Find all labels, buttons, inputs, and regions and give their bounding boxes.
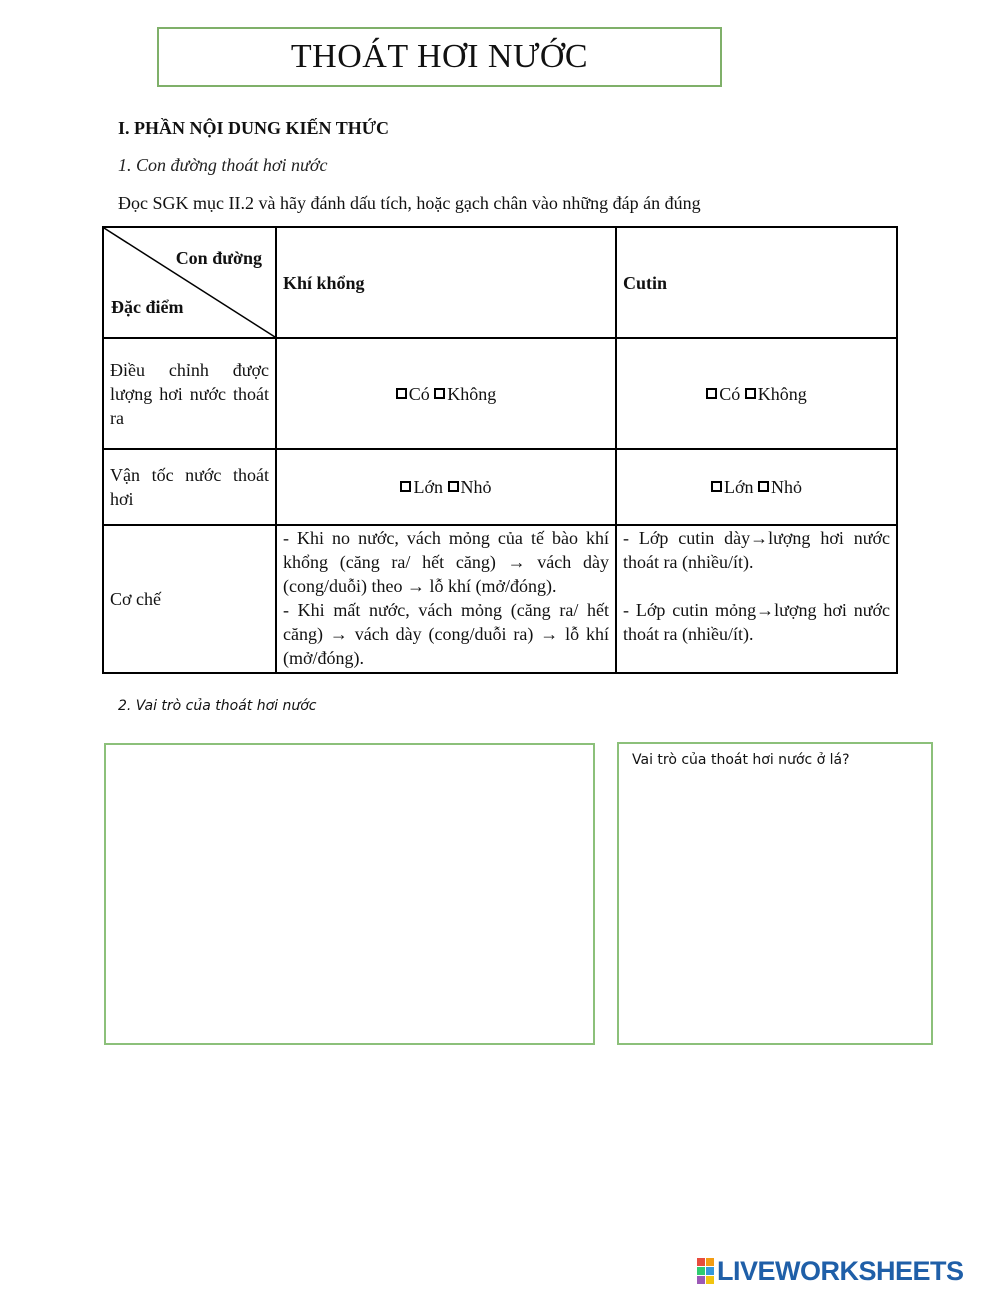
header-stomata: Khí khổng <box>276 227 616 338</box>
option-label: Không <box>757 383 807 404</box>
logo-text: LIVEWORKSHEETS <box>717 1255 964 1286</box>
cell-speed-cutin <box>616 449 897 525</box>
cell-regulation-cutin <box>616 338 897 449</box>
section2-heading: 2. Vai trò của thoát hơi nước <box>118 698 317 714</box>
cell-mechanism-cutin <box>616 525 897 673</box>
option-label: Có <box>408 383 430 404</box>
checkbox[interactable] <box>711 481 722 492</box>
mechanism-text: - Khi mất nước, vách mỏng (căng ra/ hết căng) → vách dày (cong/duỗi ra) → lỗ khí (mở/đóng). <box>283 600 609 668</box>
comparison-table <box>102 226 898 674</box>
image-placeholder-box <box>104 743 595 1045</box>
corner-label-route: Con đường <box>175 248 262 268</box>
instruction-text: Đọc SGK mục II.2 và hãy đánh dấu tích, hoặc gạch chân vào những đáp án đúng <box>118 193 701 213</box>
mechanism-text: - Lớp cutin dày→lượng hơi nước thoát ra (nhiều/ít). <box>623 528 890 572</box>
cell-regulation-stomata <box>276 338 616 449</box>
mechanism-text: - Khi no nước, vách mỏng của tế bào khí khổng (căng ra/ hết căng) → vách dày (cong/duỗi) theo → lỗ khí (mở/đóng). <box>283 528 609 596</box>
row-label-regulation: Điều chỉnh được lượng hơi nước thoát ra <box>103 338 276 449</box>
checkbox[interactable] <box>745 388 756 399</box>
table-corner-cell <box>103 227 276 338</box>
checkbox[interactable] <box>434 388 445 399</box>
option-label: Lớn <box>723 477 754 497</box>
liveworksheets-logo <box>697 1256 964 1286</box>
subsection-heading: 1. Con đường thoát hơi nước <box>118 155 328 175</box>
checkbox[interactable] <box>396 388 407 399</box>
cell-speed-stomata <box>276 449 616 525</box>
checkbox[interactable] <box>448 481 459 492</box>
row-label-mechanism: Cơ chế <box>103 525 276 673</box>
option-label: Nhỏ <box>771 477 802 497</box>
cell-mechanism-stomata <box>276 525 616 673</box>
header-cutin: Cutin <box>616 227 897 338</box>
checkbox[interactable] <box>758 481 769 492</box>
answer-box-label: Vai trò của thoát hơi nước ở lá? <box>632 752 850 768</box>
option-label: Nhỏ <box>460 477 492 497</box>
section-heading: I. PHẦN NỘI DUNG KIẾN THỨC <box>118 118 390 138</box>
checkbox[interactable] <box>706 388 717 399</box>
answer-box[interactable] <box>617 742 933 1045</box>
corner-label-feature: Đặc điểm <box>111 297 184 317</box>
logo-icon <box>697 1258 714 1284</box>
option-label: Không <box>447 383 497 404</box>
option-label: Lớn <box>413 477 443 497</box>
option-label: Có <box>719 383 741 404</box>
diagonal-divider <box>104 228 275 337</box>
checkbox[interactable] <box>400 481 411 492</box>
mechanism-text: - Lớp cutin mỏng→lượng hơi nước thoát ra (nhiều/ít). <box>623 600 890 644</box>
row-label-speed: Vận tốc nước thoát hơi <box>103 449 276 525</box>
worksheet-title: THOÁT HƠI NƯỚC <box>157 27 722 87</box>
